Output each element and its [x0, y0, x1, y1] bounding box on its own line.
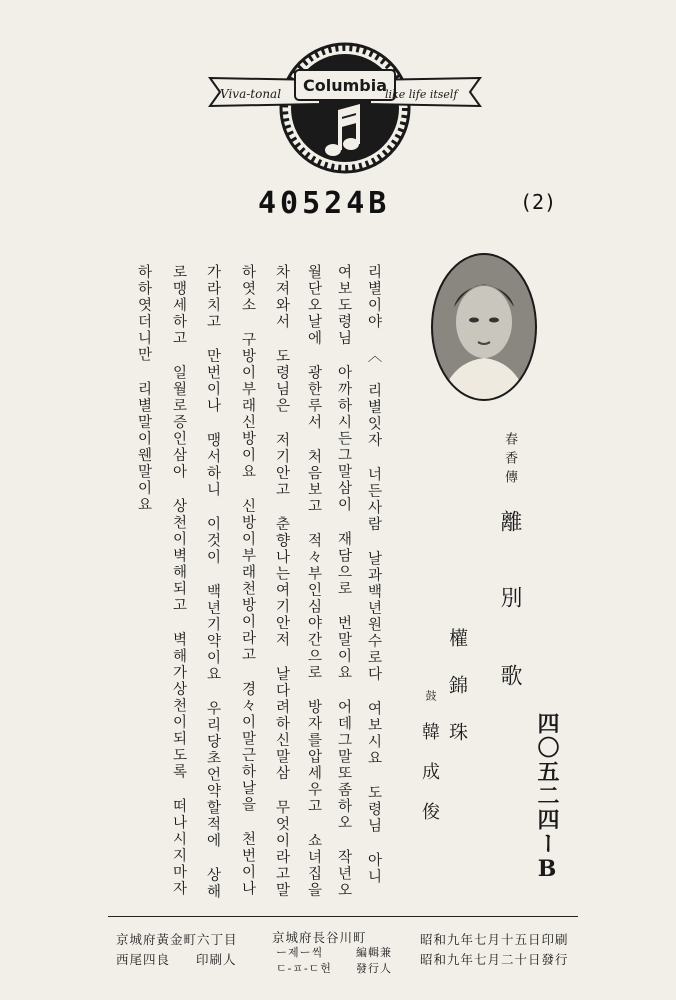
- title-char-3: 歌: [497, 664, 522, 696]
- logo-right-banner: like life itself: [385, 88, 458, 101]
- publish-date: 昭和九年七月二十日發行: [420, 952, 569, 967]
- logo-left-banner: Viva-tonal: [220, 87, 282, 101]
- publisher-label: 發行人: [356, 962, 392, 975]
- record-number: 40524B: [258, 186, 391, 221]
- catalog-number: 四〇五二四ーB: [534, 712, 560, 884]
- printer-label: 印刷人: [196, 952, 237, 967]
- lyric-line-2: 여보도령님 아까하시든그말삼이 재담으로 번말이요 어데그말또좀하오 작년오: [335, 264, 352, 899]
- publisher-address: 京城府長谷川町: [272, 930, 367, 945]
- logo-brand: Columbia: [302, 76, 388, 95]
- song-category: 春香傳: [502, 432, 517, 489]
- title-char-1: 離: [497, 510, 522, 542]
- lyric-line-4: 차져와서 도령님은 저기안고 춘향나는여기안저 날다려하신말삼 무엇이라고말: [273, 264, 290, 899]
- lyric-line-3: 월단오날에 광한루서 처음보고 적々부인심야간으로 방자를압세우고 쇼녀집을: [305, 264, 322, 899]
- drummer-name: 韓成俊: [419, 722, 440, 842]
- lyric-line-6: 가라치고 만번이나 맹서하니 이것이 백년기약이요 우리당초언약할적에 상해: [204, 264, 221, 900]
- title-char-2: 別: [497, 586, 522, 618]
- lyric-line-1: 리별이야 〈 리별잇자 너든사람 날과백년원수로다 여보시요 도령님 아니: [365, 264, 382, 885]
- printer-address: 京城府黃金町六丁目: [116, 932, 238, 947]
- editor-label: 編輯兼: [356, 946, 392, 959]
- columbia-logo: [200, 38, 490, 178]
- page-number: (2): [520, 190, 557, 214]
- singer-portrait: [430, 252, 538, 402]
- drum-label: 鼓: [424, 690, 437, 701]
- lyric-line-5: 하엿소 구방이부래신방이요 신방이부래천방이라고 경々이말근하날을 천번이나: [239, 264, 256, 897]
- printer-name: 西尾四良: [116, 952, 171, 967]
- imprint-divider: [108, 916, 578, 917]
- publisher-name-3: ㄷ-ㅍ-ㄷ헌: [276, 962, 332, 975]
- print-date: 昭和九年七月十五日印刷: [420, 932, 569, 947]
- lyric-line-7: 로맹세하고 일월로증인삼아 상천이벽해되고 벽해가상천이되도록 떠나시지마자: [170, 264, 187, 897]
- lyric-line-8: 하하엿더니만 리별말이웬말이요: [135, 264, 152, 513]
- publisher-name-2: ー제ー씩: [276, 946, 324, 959]
- singer-name: 權錦珠: [446, 628, 468, 769]
